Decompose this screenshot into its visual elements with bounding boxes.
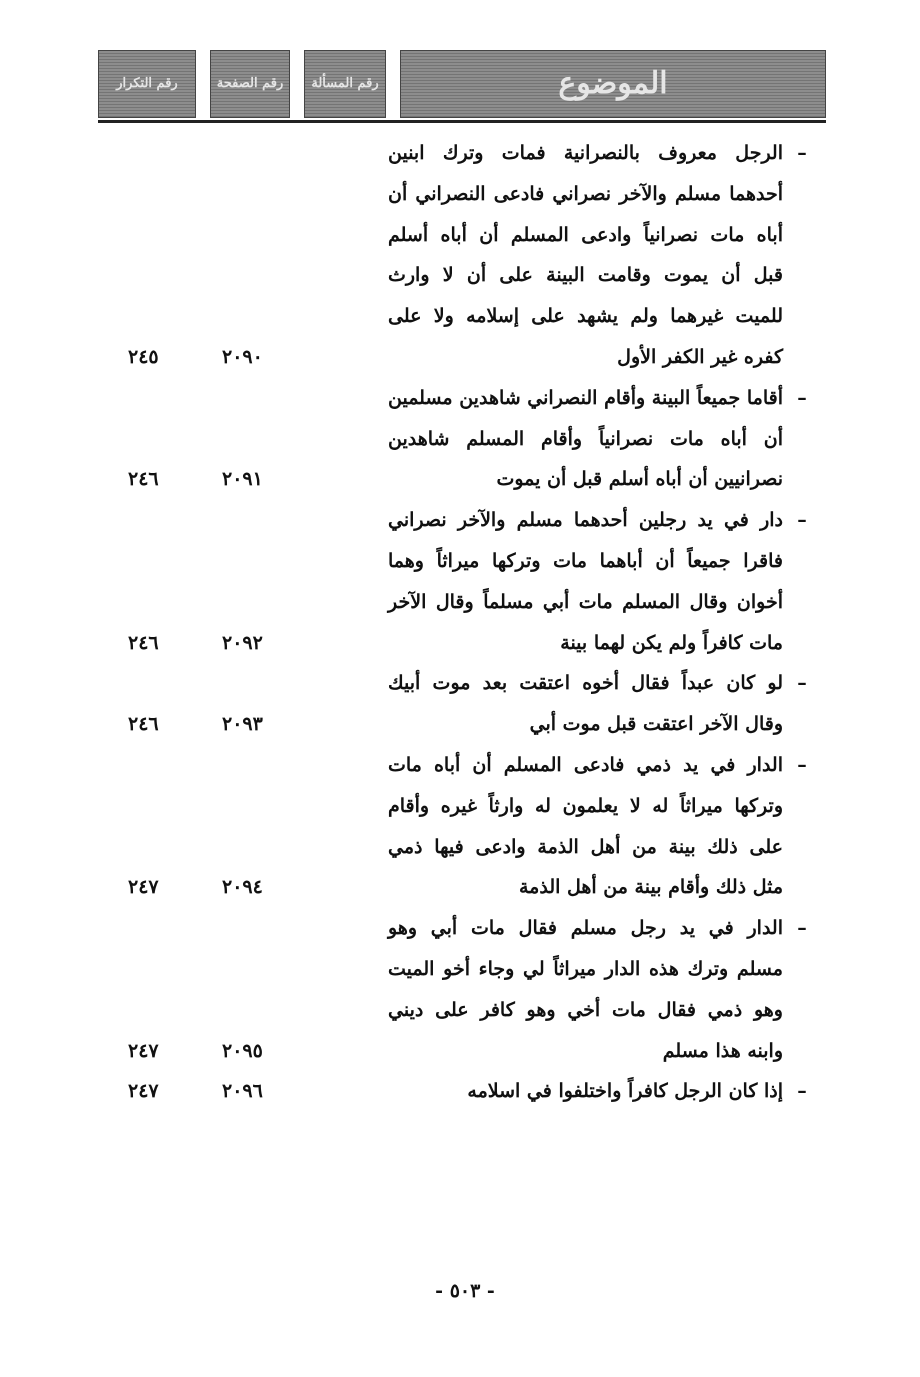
header-issue-label: رقم المسألة: [311, 76, 379, 92]
entry-text-line: دار في يد رجلين أحدهما مسلم والآخر نصراني: [388, 509, 783, 532]
entry-text-line: أن أباه مات نصرانياً وأقام المسلم شاهدين: [388, 427, 783, 450]
issue-number: ٢٠٩٦: [222, 1080, 263, 1103]
entry-text-line: للميت غيرهما ولم يشهد على إسلامه ولا على: [388, 305, 783, 328]
page-reference: ٢٤٧: [128, 876, 159, 899]
page-number: - ٥٠٣ -: [435, 1280, 495, 1302]
table-header: [98, 50, 826, 122]
header-part-label: رقم التكرار: [116, 76, 178, 92]
entry-dash: –: [797, 917, 807, 940]
header-subject-column: [400, 50, 826, 118]
entry-text-line: كفره غير الكفر الأول: [617, 346, 783, 368]
entry-text-line: وابنه هذا مسلم: [662, 1039, 783, 1062]
entry-text-line: الدار في يد ذمي فادعى المسلم أن أباه مات: [388, 754, 783, 776]
entry-text-line: قبل أن يموت وقامت البينة على أن لا وارث: [388, 264, 783, 287]
issue-number: ٢٠٩٤: [222, 876, 263, 899]
entry-text-line: وتركها ميراثاً له لا يعلمون له وارثاً غيره وأقام: [388, 794, 783, 817]
entry-text-line: أباه مات نصرانياً وادعى المسلم أن أباه أسلم: [388, 223, 783, 246]
entry-dash: –: [797, 1080, 807, 1103]
entry-text-line: وهو ذمي فقال مات أخي وهو كافر على ديني: [388, 998, 783, 1021]
page-reference: ٢٤٦: [128, 468, 159, 491]
header-page-column: [210, 50, 290, 118]
entry-text-line: مات كافراً ولم يكن لهما بينة: [560, 631, 783, 654]
entry-text-line: على ذلك بينة من أهل الذمة وادعى فيها ذمي: [388, 835, 783, 858]
page-reference: ٢٤٦: [128, 631, 159, 654]
issue-number: ٢٠٩٣: [222, 713, 263, 736]
entry-text-line: مسلم وترك هذه الدار ميراثاً لي وجاء أخو الميت: [388, 958, 783, 980]
entry-text-line: لو كان عبداً فقال أخوه اعتقت بعد موت أبيك: [388, 672, 783, 695]
page-reference: ٢٤٧: [128, 1080, 159, 1103]
page-reference: ٢٤٧: [128, 1039, 159, 1062]
header-issue-column: [304, 50, 386, 118]
entry-text-line: أقاما جميعاً البينة وأقام النصراني شاهدين مسلمين: [388, 386, 783, 409]
entry-text-line: فاقرا جميعاً أن أباهما مات وتركها ميراثاً وهما: [388, 550, 783, 572]
entry-text-line: أحدهما مسلم والآخر نصراني فادعى النصراني أن: [388, 182, 783, 205]
entry-text-line: مثل ذلك وأقام بينة من أهل الذمة: [518, 876, 783, 899]
header-divider: [98, 120, 826, 123]
header-title: الموضوع: [558, 66, 668, 102]
entry-text-line: نصرانيين أن أباه أسلم قبل أن يموت: [496, 468, 783, 491]
entry-dash: –: [797, 509, 807, 532]
entry-text-line: الدار في يد رجل مسلم فقال مات أبي وهو: [388, 917, 783, 940]
page-reference: ٢٤٦: [128, 713, 159, 736]
page-reference: ٢٤٥: [128, 346, 159, 368]
entry-text-line: أخوان وقال المسلم مات أبي مسلماً وقال الآخر: [388, 590, 783, 613]
issue-number: ٢٠٩١: [222, 468, 263, 491]
header-part-column: [98, 50, 196, 118]
entry-dash: –: [797, 386, 807, 409]
entry-dash: –: [797, 754, 807, 776]
issue-number: ٢٠٩٠: [222, 346, 263, 368]
entry-dash: –: [797, 142, 807, 164]
issue-number: ٢٠٩٥: [222, 1039, 263, 1062]
header-page-label: رقم الصفحة: [216, 76, 284, 92]
entry-dash: –: [797, 672, 807, 695]
issue-number: ٢٠٩٢: [222, 631, 263, 654]
entry-text-line: إذا كان الرجل كافراً واختلفوا في اسلامه: [467, 1080, 783, 1103]
entry-text-line: الرجل معروف بالنصرانية فمات وترك ابنين: [388, 142, 783, 164]
entry-text-line: وقال الآخر اعتقت قبل موت أبي: [529, 713, 783, 736]
